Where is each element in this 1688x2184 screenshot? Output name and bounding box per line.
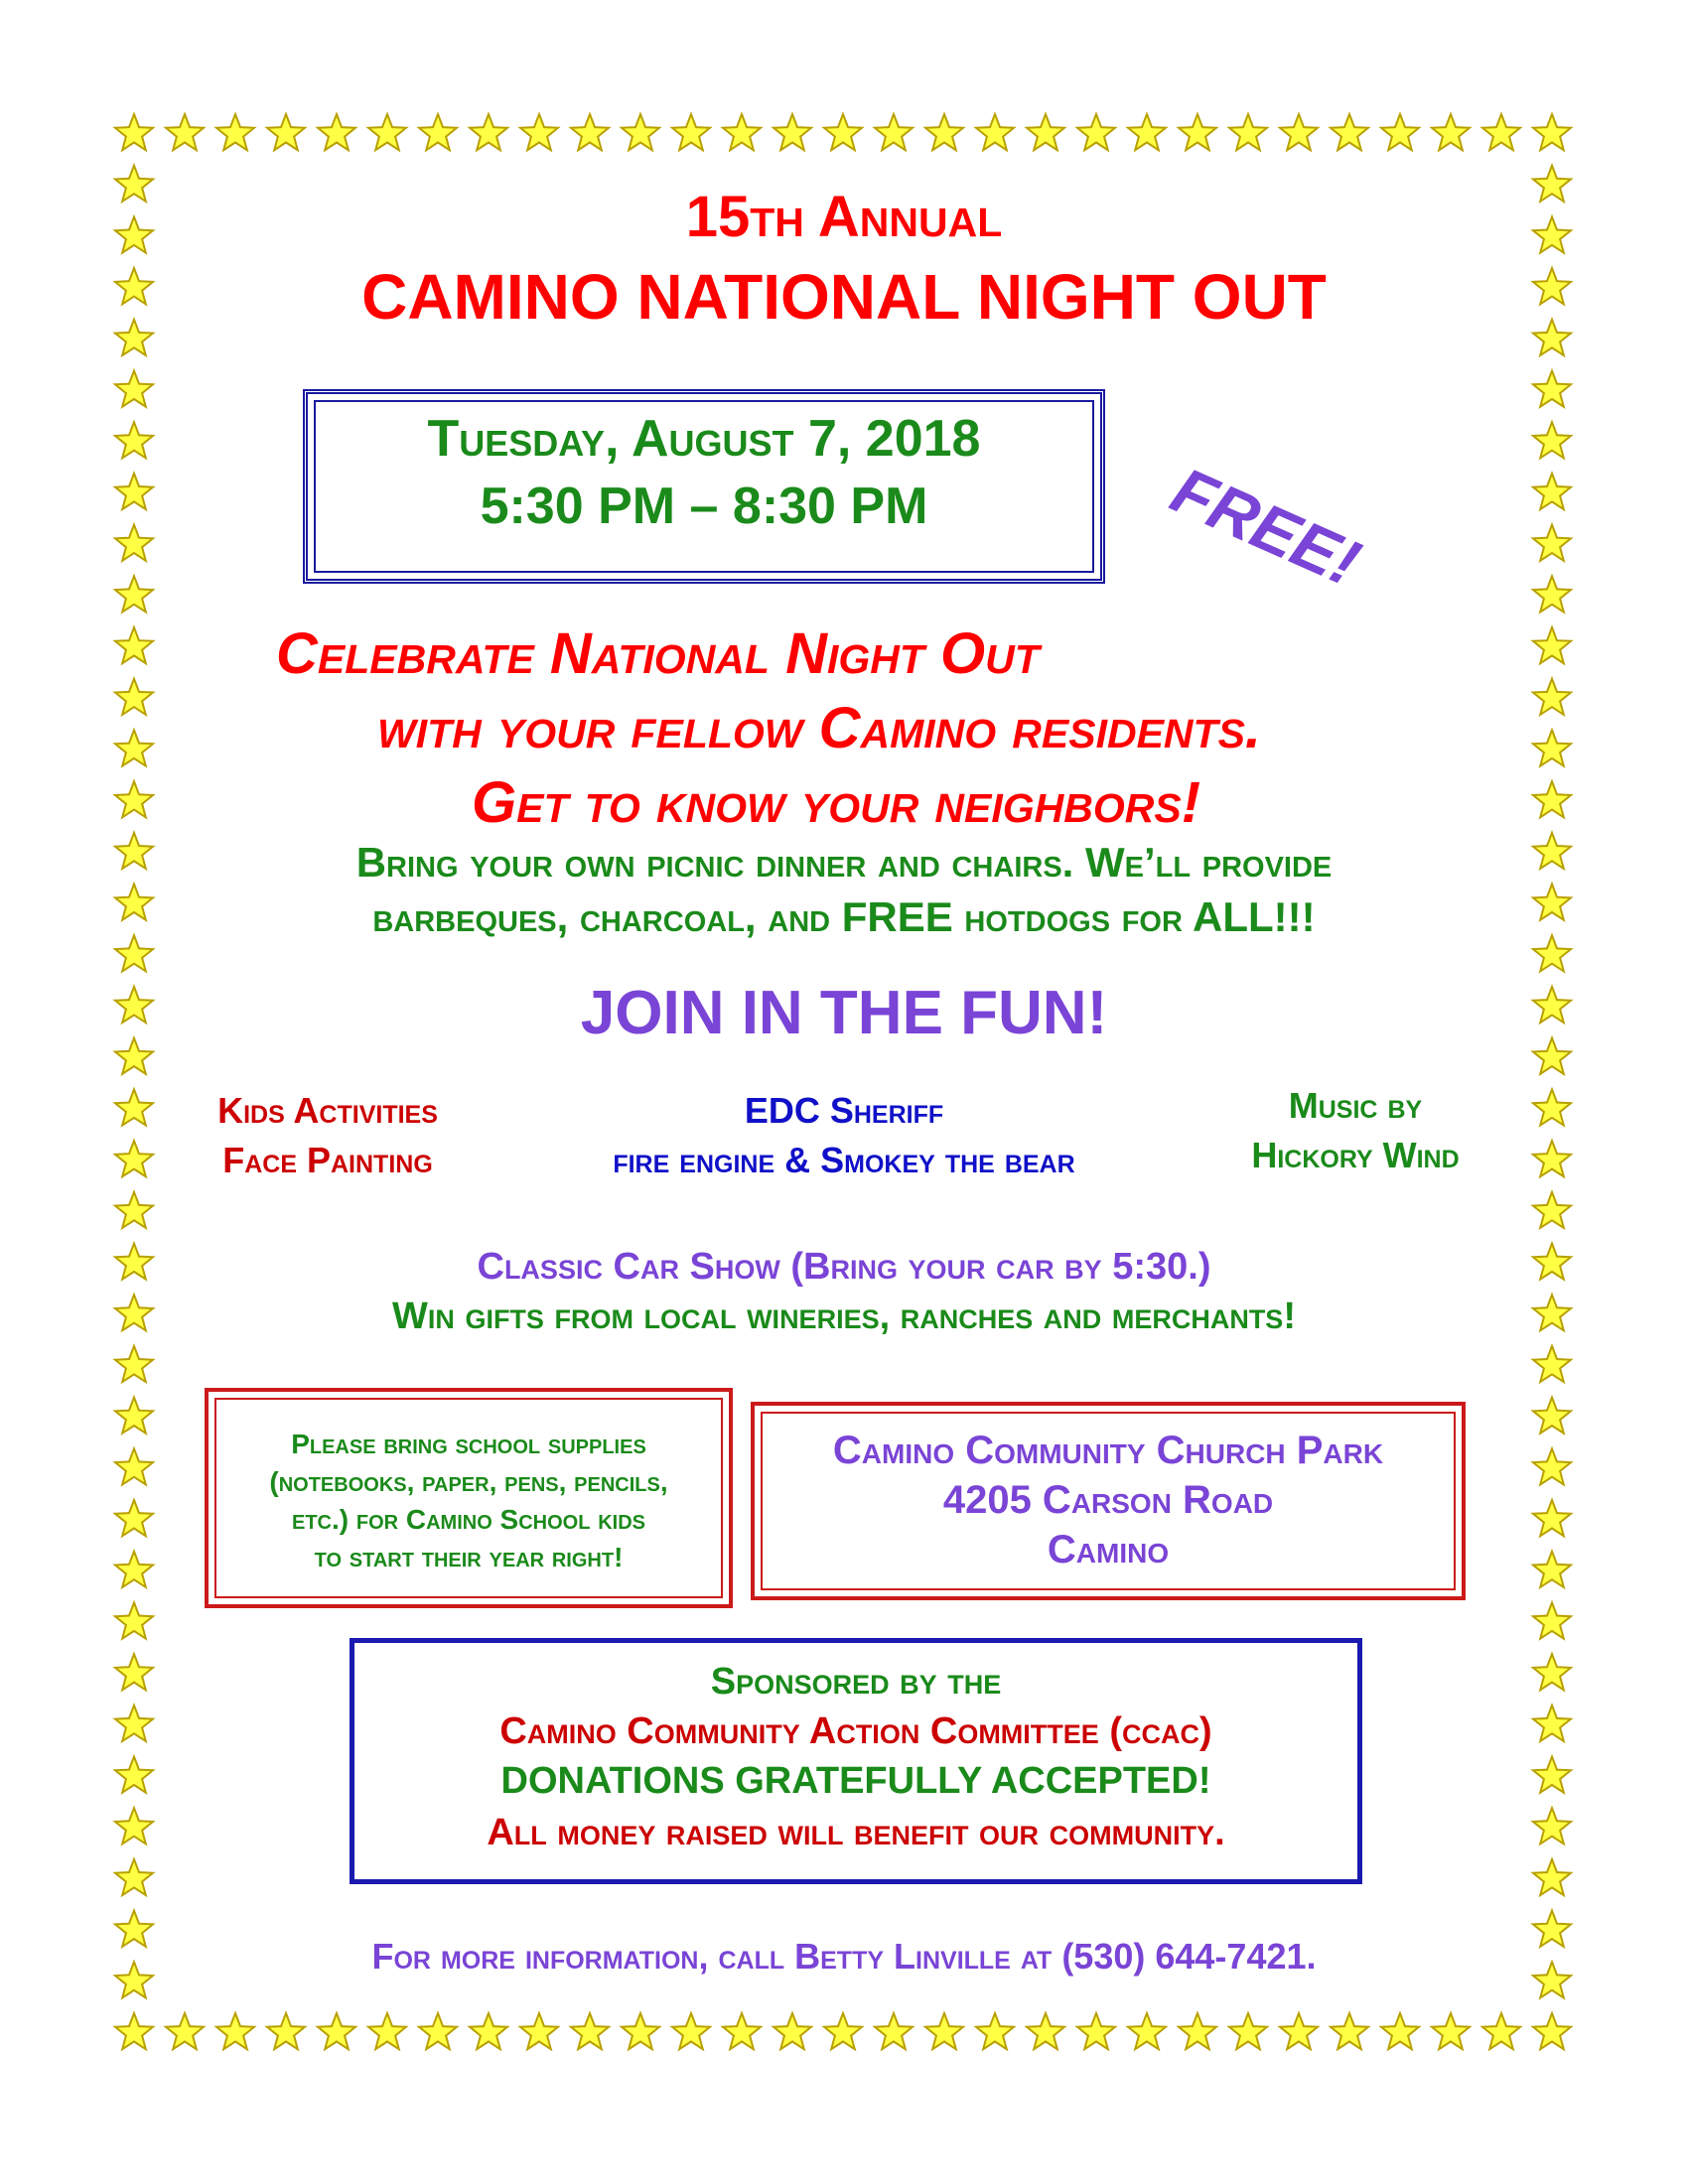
star-icon — [1533, 1757, 1571, 1793]
star-icon — [571, 2013, 609, 2049]
star-icon — [115, 422, 153, 458]
star-icon — [976, 114, 1014, 150]
star-icon — [1280, 114, 1318, 150]
star-icon — [875, 2013, 913, 2049]
star-icon — [1128, 2013, 1166, 2049]
star-icon — [1432, 2013, 1470, 2049]
kids-activities: Kids Activities — [217, 1090, 438, 1131]
star-icon — [1533, 1141, 1571, 1176]
star-icon — [115, 1654, 153, 1690]
fire-engine: fire engine & Smokey the bear — [613, 1140, 1075, 1180]
star-icon — [1179, 114, 1216, 150]
star-icon — [622, 2013, 659, 2049]
star-icon — [115, 730, 153, 765]
star-icon — [1533, 1500, 1571, 1536]
star-icon — [1027, 2013, 1064, 2049]
event-date: Tuesday, August 7, 2018 — [427, 410, 981, 468]
star-icon — [1533, 1089, 1571, 1125]
event-time: 5:30 PM – 8:30 PM — [480, 478, 928, 535]
star-icon — [1381, 2013, 1419, 2049]
star-icon — [1533, 1398, 1571, 1433]
star-icon — [520, 2013, 558, 2049]
star-icon — [115, 1552, 153, 1587]
star-icon — [520, 114, 558, 150]
star-icon — [1533, 1859, 1571, 1895]
star-icon — [672, 114, 710, 150]
star-icon — [1179, 2013, 1216, 2049]
music-by: Music by — [1288, 1085, 1423, 1126]
star-icon — [1533, 1808, 1571, 1843]
edc-sheriff: EDC Sheriff — [744, 1090, 944, 1131]
star-icon — [875, 114, 913, 150]
star-icon — [571, 114, 609, 150]
star-icon — [1229, 114, 1267, 150]
star-icon — [774, 114, 811, 150]
star-icon — [115, 474, 153, 509]
star-icon — [115, 1859, 153, 1895]
star-icon — [1533, 2013, 1571, 2049]
star-icon — [1331, 114, 1368, 150]
star-icon — [115, 679, 153, 715]
supplies-line-1: Please bring school supplies — [291, 1429, 646, 1459]
star-icon — [1533, 525, 1571, 561]
star-icon — [115, 1448, 153, 1484]
location-address: 4205 Carson Road — [942, 1478, 1274, 1522]
star-icon — [318, 114, 355, 150]
star-icon — [115, 1602, 153, 1638]
star-icon — [115, 1500, 153, 1536]
car-show: Classic Car Show (Bring your car by 5:30.) — [477, 1246, 1211, 1288]
star-icon — [115, 1141, 153, 1176]
star-icon — [1533, 114, 1571, 150]
star-icon — [1027, 114, 1064, 150]
join-heading: JOIN IN THE FUN! — [580, 979, 1108, 1047]
star-icon — [1533, 1706, 1571, 1741]
star-icon — [1533, 781, 1571, 817]
star-icon — [1533, 474, 1571, 509]
star-icon — [1280, 2013, 1318, 2049]
star-icon — [368, 114, 406, 150]
star-icon — [115, 1346, 153, 1382]
star-icon — [622, 114, 659, 150]
star-icon — [115, 1192, 153, 1228]
sponsored-by: Sponsored by the — [710, 1661, 1002, 1703]
star-icon — [1533, 1448, 1571, 1484]
win-gifts: Win gifts from local wineries, ranches and merchants! — [392, 1296, 1296, 1337]
money-benefit: All money raised will benefit our community. — [487, 1812, 1225, 1853]
star-icon — [925, 2013, 963, 2049]
star-icon — [1077, 2013, 1115, 2049]
hickory-wind: Hickory Wind — [1251, 1135, 1460, 1175]
star-icon — [976, 2013, 1014, 2049]
star-icon — [824, 2013, 862, 2049]
celebrate-line-1: Celebrate National Night Out — [276, 621, 1040, 686]
celebrate-line-2: with your fellow Camino residents. — [377, 696, 1262, 760]
supplies-line-2: (notebooks, paper, pens, pencils, — [269, 1466, 668, 1497]
star-icon — [1128, 114, 1166, 150]
star-icon — [419, 2013, 457, 2049]
star-icon — [368, 2013, 406, 2049]
star-icon — [115, 525, 153, 561]
star-icon — [1533, 1192, 1571, 1228]
star-icon — [166, 2013, 204, 2049]
star-icon — [1533, 1552, 1571, 1587]
celebrate-line-3: Get to know your neighbors! — [472, 770, 1201, 835]
star-icon — [115, 2013, 153, 2049]
star-icon — [166, 114, 204, 150]
star-icon — [115, 1398, 153, 1433]
star-icon — [672, 2013, 710, 2049]
star-icon — [1331, 2013, 1368, 2049]
star-icon — [1533, 371, 1571, 407]
star-icon — [1533, 679, 1571, 715]
supplies-line-4: to start their year right! — [314, 1542, 624, 1572]
star-icon — [115, 114, 153, 150]
star-icon — [1381, 114, 1419, 150]
star-icon — [824, 114, 862, 150]
star-icon — [470, 2013, 507, 2049]
star-icon — [115, 576, 153, 612]
star-icon — [1533, 576, 1571, 612]
star-icon — [723, 114, 761, 150]
star-icon — [115, 781, 153, 817]
star-icon — [1533, 730, 1571, 765]
contact-info: For more information, call Betty Linville at (530) 644-7421. — [371, 1936, 1317, 1977]
star-icon — [115, 371, 153, 407]
star-icon — [267, 114, 305, 150]
star-icon — [1482, 114, 1520, 150]
face-painting: Face Painting — [222, 1140, 433, 1180]
location-town: Camino — [1047, 1528, 1170, 1571]
star-icon — [1533, 1346, 1571, 1382]
location-park: Camino Community Church Park — [832, 1429, 1384, 1472]
star-icon — [267, 2013, 305, 2049]
ccac-name: Camino Community Action Committee (ccac) — [499, 1710, 1212, 1752]
star-icon — [115, 1706, 153, 1741]
supplies-line-3: etc.) for Camino School kids — [292, 1504, 645, 1535]
star-icon — [1229, 2013, 1267, 2049]
free-label: FREE! — [1161, 452, 1371, 601]
star-icon — [723, 2013, 761, 2049]
picnic-line-1: Bring your own picnic dinner and chairs. We’ll provide — [355, 839, 1333, 886]
star-icon — [115, 1808, 153, 1843]
star-icon — [1077, 114, 1115, 150]
title-line-2: CAMINO NATIONAL NIGHT OUT — [361, 261, 1327, 333]
star-icon — [1432, 114, 1470, 150]
star-icon — [1533, 627, 1571, 663]
star-icon — [115, 1757, 153, 1793]
star-icon — [216, 2013, 254, 2049]
star-icon — [216, 114, 254, 150]
star-icon — [115, 1089, 153, 1125]
star-icon — [1533, 1654, 1571, 1690]
star-icon — [470, 114, 507, 150]
donations: DONATIONS GRATEFULLY ACCEPTED! — [500, 1760, 1211, 1802]
star-icon — [115, 627, 153, 663]
star-icon — [925, 114, 963, 150]
picnic-line-2: barbeques, charcoal, and FREE hotdogs for ALL!!! — [372, 893, 1316, 940]
title-line-1: 15th Annual — [685, 185, 1003, 249]
star-icon — [1482, 2013, 1520, 2049]
star-icon — [774, 2013, 811, 2049]
star-icon — [318, 2013, 355, 2049]
star-icon — [1533, 422, 1571, 458]
star-icon — [419, 114, 457, 150]
star-icon — [1533, 1602, 1571, 1638]
